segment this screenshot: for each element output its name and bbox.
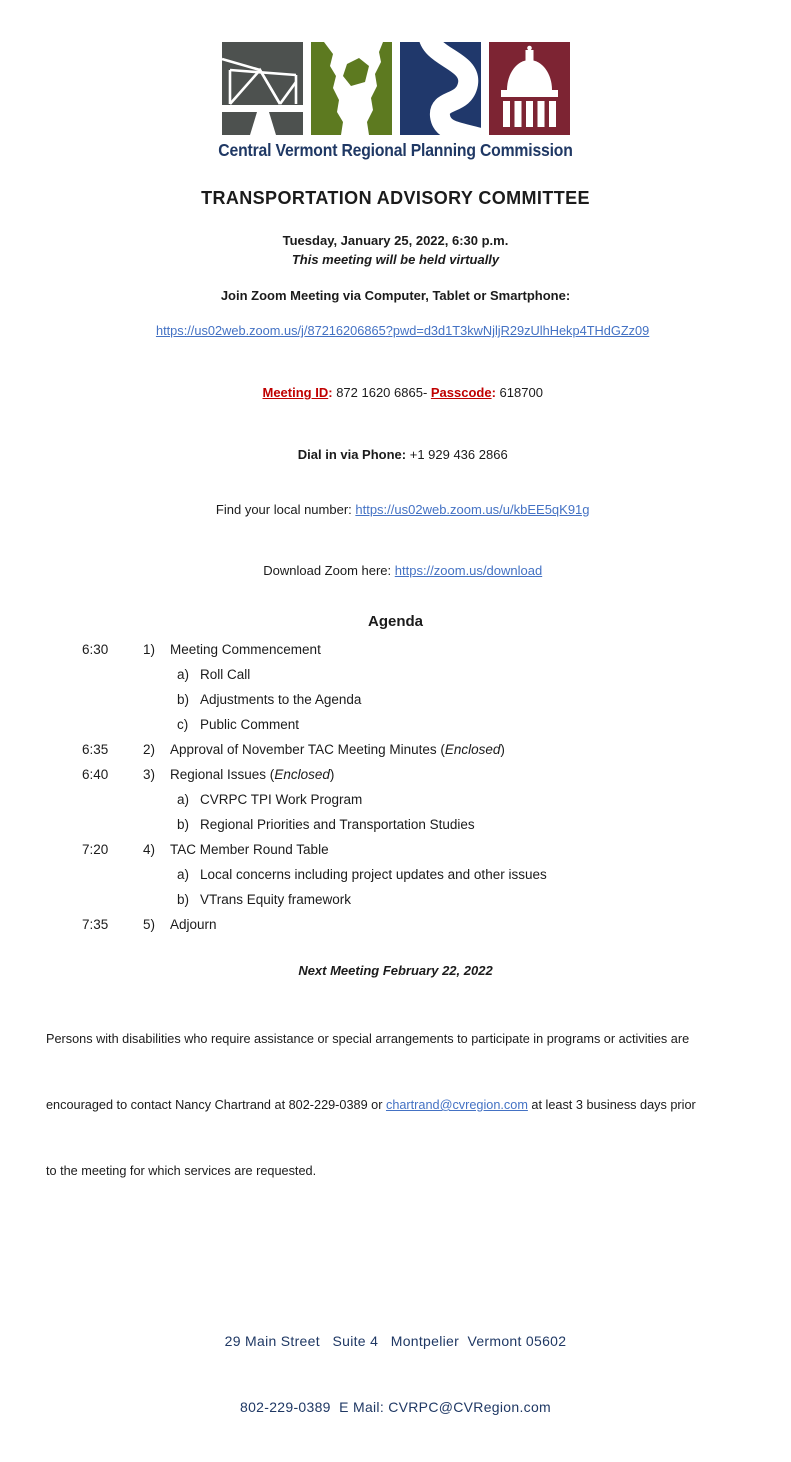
agenda-marker: 1) [143, 642, 156, 657]
agenda-item-4 [0, 837, 791, 862]
agenda-list [0, 637, 791, 937]
virtual-meeting-note: This meeting will be held virtually [291, 252, 500, 267]
agenda-text [200, 812, 475, 837]
agenda-time: 7:35 [82, 917, 109, 932]
agenda-marker: 4) [143, 842, 156, 857]
agenda-text-main: VTrans Equity framework [200, 892, 352, 907]
footer-address: 29 Main Street Suite 4 Montpelier Vermont 05602 [224, 1333, 567, 1349]
agenda-time [82, 787, 143, 812]
contact-email-link[interactable]: chartrand@cvregion.com [385, 1098, 528, 1112]
passcode-label: Passcode [430, 385, 492, 400]
dial-in-label: Dial in via Phone: [297, 447, 407, 462]
agenda-text [170, 762, 334, 787]
meeting-id-value: 872 1620 6865- [332, 385, 431, 400]
agenda-text-main: Approval of November TAC Meeting Minutes ( [170, 742, 445, 757]
agenda-subitem-4b [0, 887, 791, 912]
agenda-subitem-1c [0, 712, 791, 737]
join-zoom-heading: Join Zoom Meeting via Computer, Tablet or Smartphone: [220, 288, 571, 303]
agenda-subitem-4a [0, 862, 791, 887]
agenda-marker: a) [177, 667, 190, 682]
agenda-text [200, 887, 351, 912]
agenda-item-2 [0, 737, 791, 762]
notice-line-2-after: at least 3 business days prior [527, 1098, 696, 1112]
cvrpc-logo [0, 0, 791, 135]
agenda-text-main: Adjourn [170, 917, 217, 932]
agenda-time: 7:20 [82, 842, 109, 857]
meeting-id-label: Meeting ID [262, 385, 329, 400]
local-number-label: Find your local number: [215, 501, 356, 517]
agenda-subitem-1a [0, 662, 791, 687]
agenda-text [170, 637, 321, 662]
dial-in-line [0, 432, 791, 477]
agenda-text-after: ) [500, 742, 505, 757]
zoom-meeting-link[interactable]: https://us02web.zoom.us/j/87216206865?pwd=d3d1T3kwNjljR29zUlhHekp4THdGZz09 [155, 323, 650, 338]
agenda-text [200, 862, 547, 887]
meeting-id-colon: : [328, 385, 333, 400]
agenda-item-1 [0, 637, 791, 662]
agenda-time: 6:40 [82, 767, 109, 782]
agenda-text-main: CVRPC TPI Work Program [200, 792, 363, 807]
agenda-text-italic: Enclosed [274, 767, 330, 782]
agenda-marker: b) [177, 892, 190, 907]
footer [0, 1286, 791, 1462]
meeting-id-line [0, 370, 791, 415]
download-zoom-line [0, 542, 791, 601]
agenda-text-main: Adjustments to the Agenda [200, 692, 362, 707]
agenda-time [82, 662, 143, 687]
agenda-marker: a) [177, 792, 190, 807]
agenda-time [82, 862, 143, 887]
notice-line-2-text: encouraged to contact Nancy Chartrand at 802-229-0389 or [46, 1098, 386, 1112]
dial-in-number: +1 929 436 2866 [406, 447, 508, 462]
notice-line-2 [46, 1094, 745, 1116]
bridge-icon [222, 42, 303, 135]
next-meeting-note: Next Meeting February 22, 2022 [298, 963, 493, 978]
agenda-time [82, 712, 143, 737]
agenda-text-main: Local concerns including project updates and other issues [200, 867, 547, 882]
agenda-text-main: Regional Priorities and Transportation Studies [200, 817, 475, 832]
agenda-text [200, 787, 362, 812]
agenda-marker: a) [177, 867, 190, 882]
agenda-item-5 [0, 912, 791, 937]
agenda-text [170, 737, 505, 762]
page-title: TRANSPORTATION ADVISORY COMMITTEE [201, 188, 590, 208]
download-zoom-label: Download Zoom here: [263, 563, 395, 578]
join-zoom-link-line [0, 308, 791, 353]
logo-tagline: Central Vermont Regional Planning Commission [218, 140, 573, 160]
agenda-heading: Agenda [367, 613, 423, 630]
agenda-subitem-1b [0, 687, 791, 712]
passcode-colon: : [491, 385, 496, 400]
capitol-dome-icon [489, 42, 570, 135]
footer-contact: 802-229-0389 E Mail: CVRPC@CVRegion.com [239, 1399, 551, 1415]
meeting-datetime: Tuesday, January 25, 2022, 6:30 p.m. [282, 233, 509, 248]
notice-line-3: to the meeting for which services are requested. [46, 1164, 317, 1178]
agenda-item-3 [0, 762, 791, 787]
agenda-time: 6:35 [82, 742, 109, 757]
agenda-marker: b) [177, 692, 190, 707]
agenda-text-italic: Enclosed [444, 742, 501, 757]
agenda-text [200, 687, 361, 712]
notice-line-1: Persons with disabilities who require assistance or special arrangements to participate in programs or activities are [46, 1032, 690, 1046]
accessibility-notice [46, 984, 745, 1226]
passcode-value: 618700 [495, 385, 543, 400]
download-zoom-link[interactable]: https://zoom.us/download [394, 563, 543, 578]
agenda-text-main: Regional Issues ( [170, 767, 275, 782]
local-number-link[interactable]: https://us02web.zoom.us/u/kbEE5qK91g [355, 501, 590, 517]
local-number-line [0, 480, 791, 539]
agenda-text [200, 712, 299, 737]
agenda-text-main: Roll Call [200, 667, 251, 682]
agenda-text [170, 912, 217, 937]
agenda-time [82, 812, 143, 837]
vermont-map-icon [311, 42, 392, 135]
agenda-text-main: Public Comment [200, 717, 300, 732]
agenda-marker: b) [177, 817, 190, 832]
river-road-icon [400, 42, 481, 135]
agenda-marker: c) [177, 717, 189, 732]
agenda-text-main: TAC Member Round Table [170, 842, 329, 857]
agenda-text-main: Meeting Commencement [170, 642, 321, 657]
agenda-marker: 2) [143, 742, 156, 757]
agenda-marker: 3) [143, 767, 156, 782]
agenda-time: 6:30 [82, 642, 109, 657]
agenda-text [170, 837, 329, 862]
agenda-text [200, 662, 250, 687]
agenda-subitem-3a [0, 787, 791, 812]
agenda-time [82, 687, 143, 712]
agenda-subitem-3b [0, 812, 791, 837]
agenda-time [82, 887, 143, 912]
agenda-marker: 5) [143, 917, 156, 932]
agenda-text-after: ) [329, 767, 335, 782]
